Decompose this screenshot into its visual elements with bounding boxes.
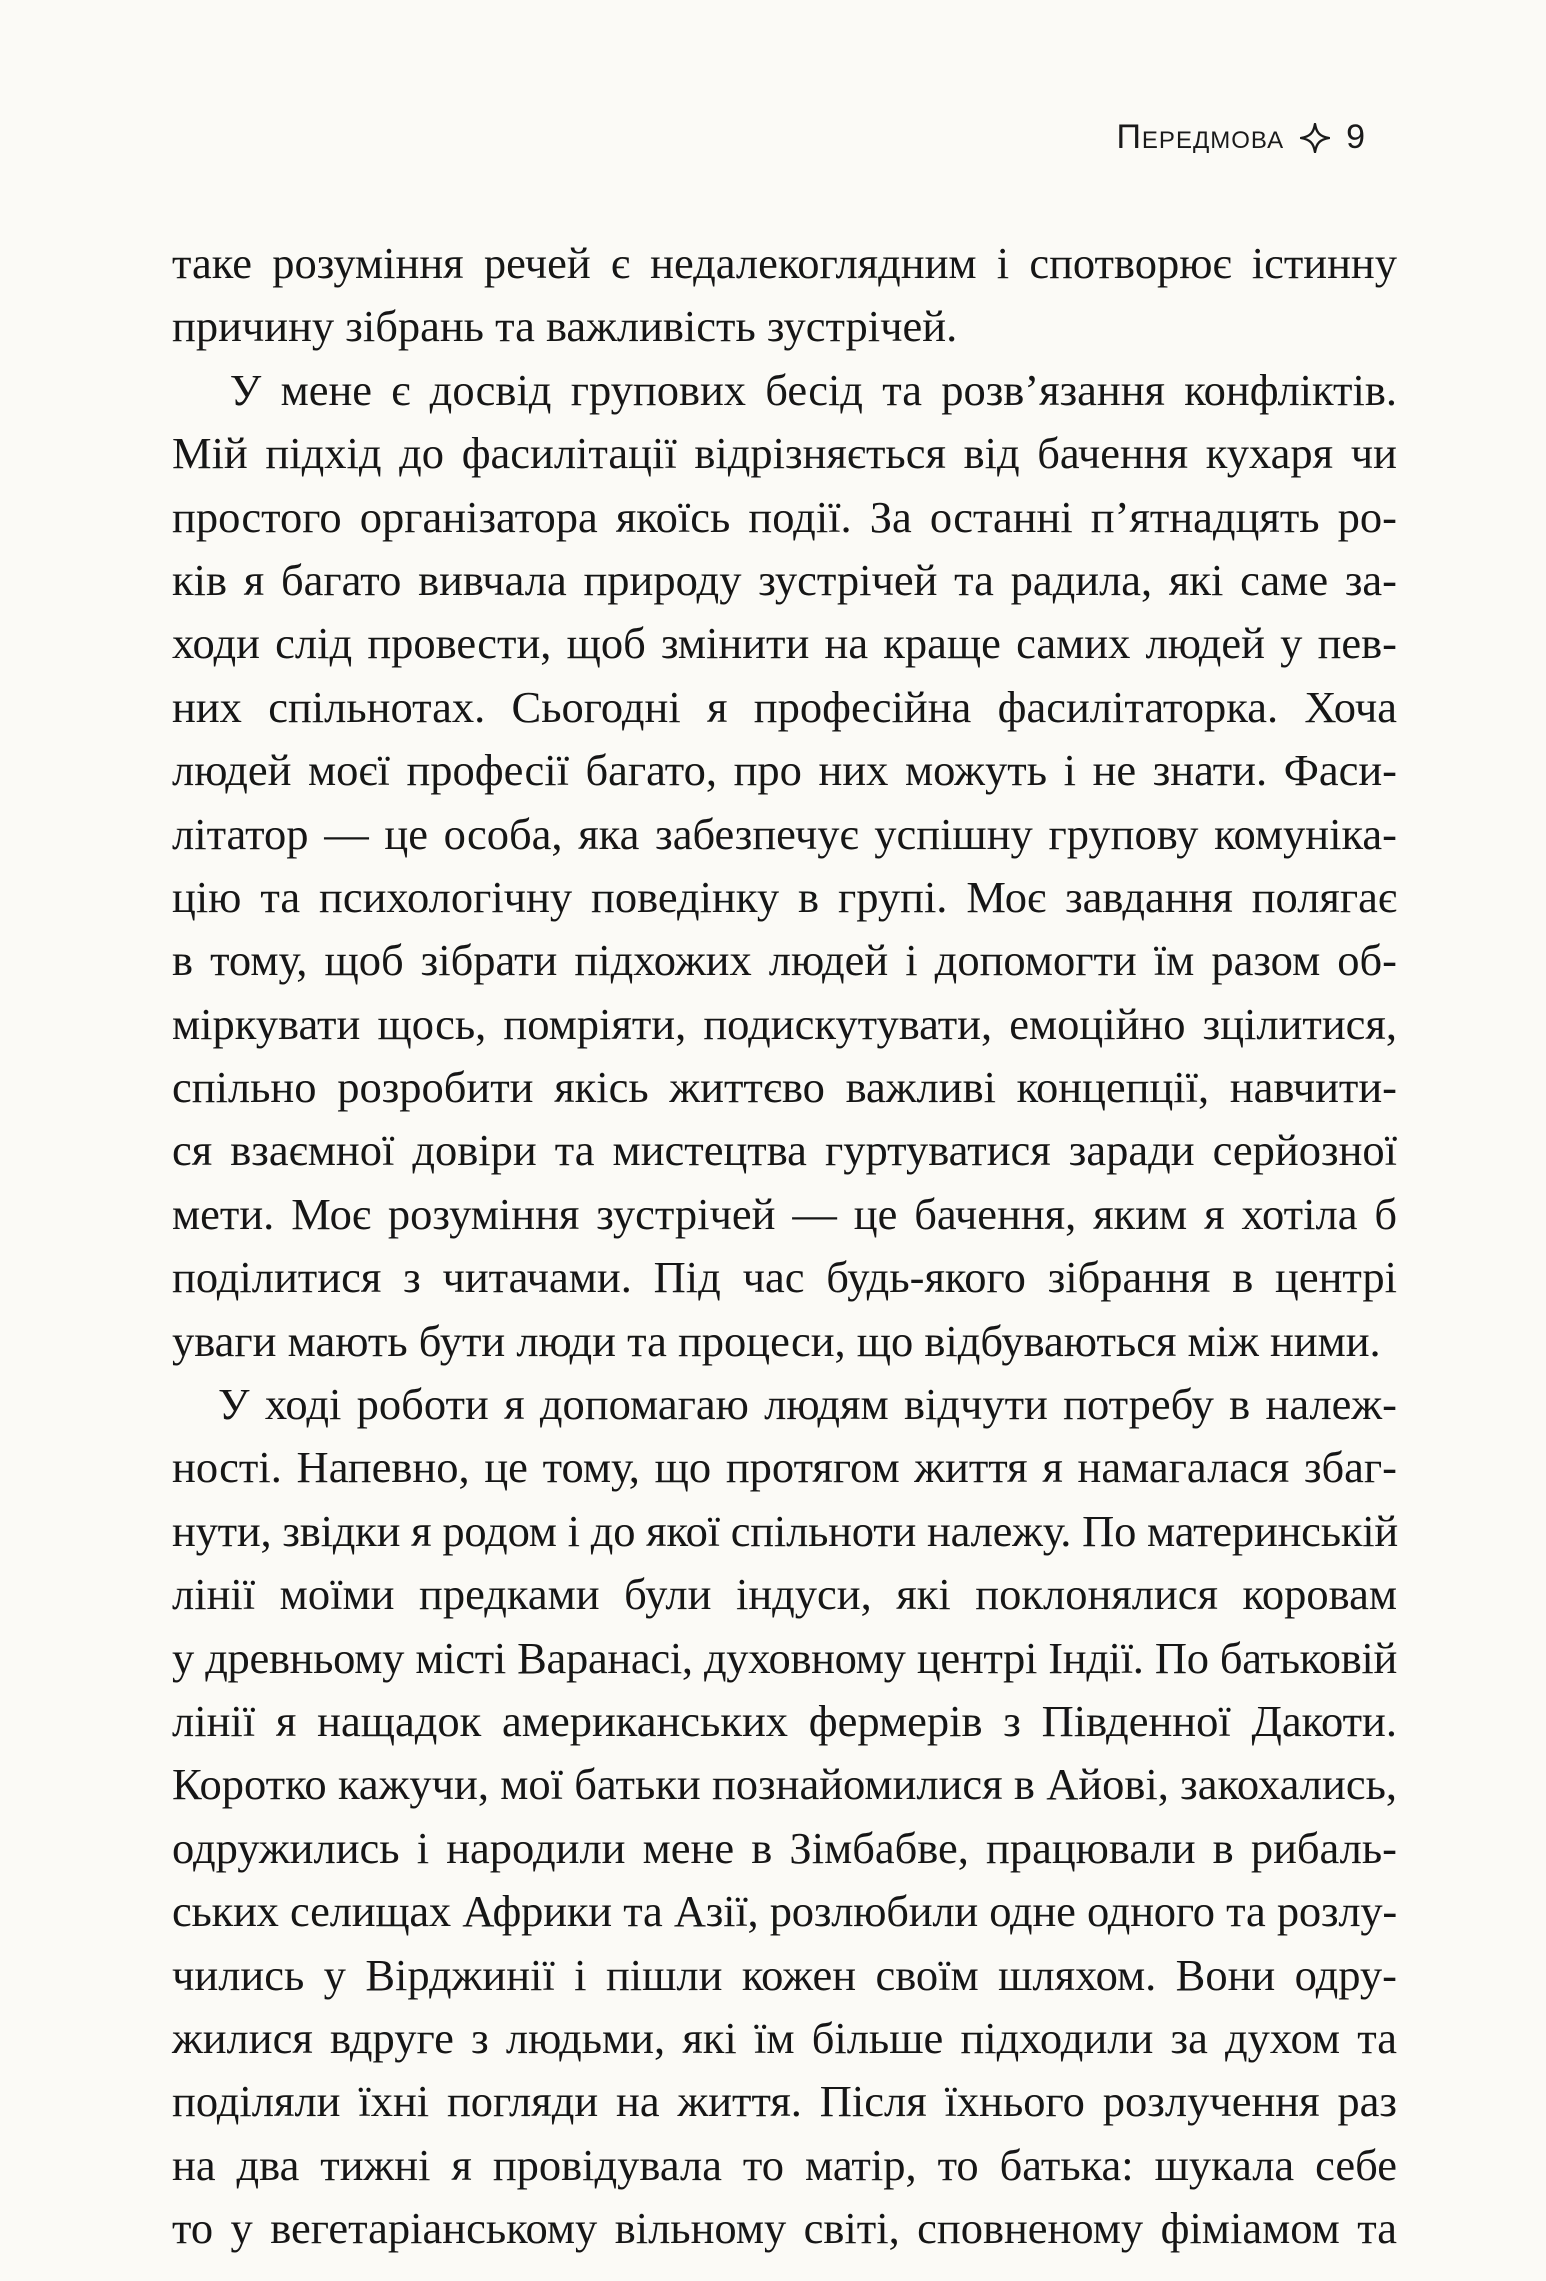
text-line: ків я багато вивчала природу зустрічей та радила, які саме за- <box>172 554 1397 605</box>
text-line: то у вегетаріанському вільному світі, сповненому фіміамом та <box>172 2203 1397 2254</box>
text-line: поділяли їхні погляди на життя. Після їхнього розлучення раз <box>172 2076 1397 2127</box>
text-line: ся взаємної довіри та мистецтва гуртуватися заради серйозної <box>172 1125 1397 1176</box>
text-line: ських селищах Африки та Азії, розлюбили одне одного та розлу- <box>172 1886 1397 1937</box>
text-line: простого організатора якоїсь події. За останні п’ятнадцять ро- <box>172 491 1397 542</box>
text-line: літатор — це особа, яка забезпечує успішну групову комуніка- <box>172 808 1397 859</box>
text-line: мети. Моє розуміння зустрічей — це бачення, яким я хотіла б <box>172 1188 1397 1239</box>
text-line: У мене є досвід групових бесід та розв’язання конфліктів. <box>172 364 1397 415</box>
text-line: Мій підхід до фасилітації відрізняється від бачення кухаря чи <box>172 428 1397 479</box>
text-line: у древньому місті Варанасі, духовному центрі Індії. По батьковій <box>172 1632 1397 1683</box>
running-header <box>1116 118 1366 157</box>
text-line: людей моєї професії багато, про них можуть і не знати. Фаси- <box>172 745 1397 796</box>
text-line: цію та психологічну поведінку в групі. Моє завдання полягає <box>172 871 1397 922</box>
text-line: лінії моїми предками були індуси, які поклонялися коровам <box>172 1569 1397 1620</box>
text-line: поділитися з читачами. Під час будь-якого зібрання в центрі <box>172 1252 1397 1303</box>
text-line: нути, звідки я родом і до якої спільноти належу. По материнській <box>172 1505 1399 1556</box>
text-line: У ході роботи я допомагаю людям відчути потребу в належ- <box>172 1379 1397 1430</box>
text-line: них спільнотах. Сьогодні я професійна фасилітаторка. Хоча <box>172 681 1397 732</box>
text-line: на два тижні я провідувала то матір, то батька: шукала себе <box>172 2139 1397 2190</box>
text-line: лінії я нащадок американських фермерів з Південної Дакоти. <box>172 1695 1397 1746</box>
text-line: ності. Напевно, це тому, що протягом життя я намагалася збаг- <box>172 1442 1397 1493</box>
text-line: спільно розробити якісь життєво важливі концепції, навчити- <box>172 1062 1397 1113</box>
text-line: таке розуміння речей є недалекоглядним і спотворює істинну <box>172 238 1397 288</box>
text-line: Коротко кажучи, мої батьки познайомилися в Айові, закохались, <box>172 1759 1397 1810</box>
text-line: міркувати щось, помріяти, подискутувати, емоційно зцілитися, <box>172 998 1397 1049</box>
page-number: 9 <box>1346 118 1366 156</box>
body-text <box>172 232 1397 2261</box>
text-line: одружились і народили мене в Зімбабве, працювали в рибаль- <box>172 1822 1397 1873</box>
section-title: Передмова <box>1116 118 1285 156</box>
text-line: ходи слід провести, щоб змінити на краще самих людей у пев- <box>172 618 1397 669</box>
four-point-star-icon <box>1300 123 1330 153</box>
text-line: уваги мають бути люди та процеси, що відбуваються між ними. <box>172 1315 1381 1366</box>
text-line: причину зібрань та важливість зустрічей. <box>172 301 958 352</box>
text-line: в тому, щоб зібрати підхожих людей і допомогти їм разом об- <box>172 935 1397 986</box>
text-line: жилися вдруге з людьми, які їм більше підходили за духом та <box>172 2012 1397 2063</box>
text-line: чились у Вірджинії і пішли кожен своїм шляхом. Вони одру- <box>172 1949 1397 2000</box>
